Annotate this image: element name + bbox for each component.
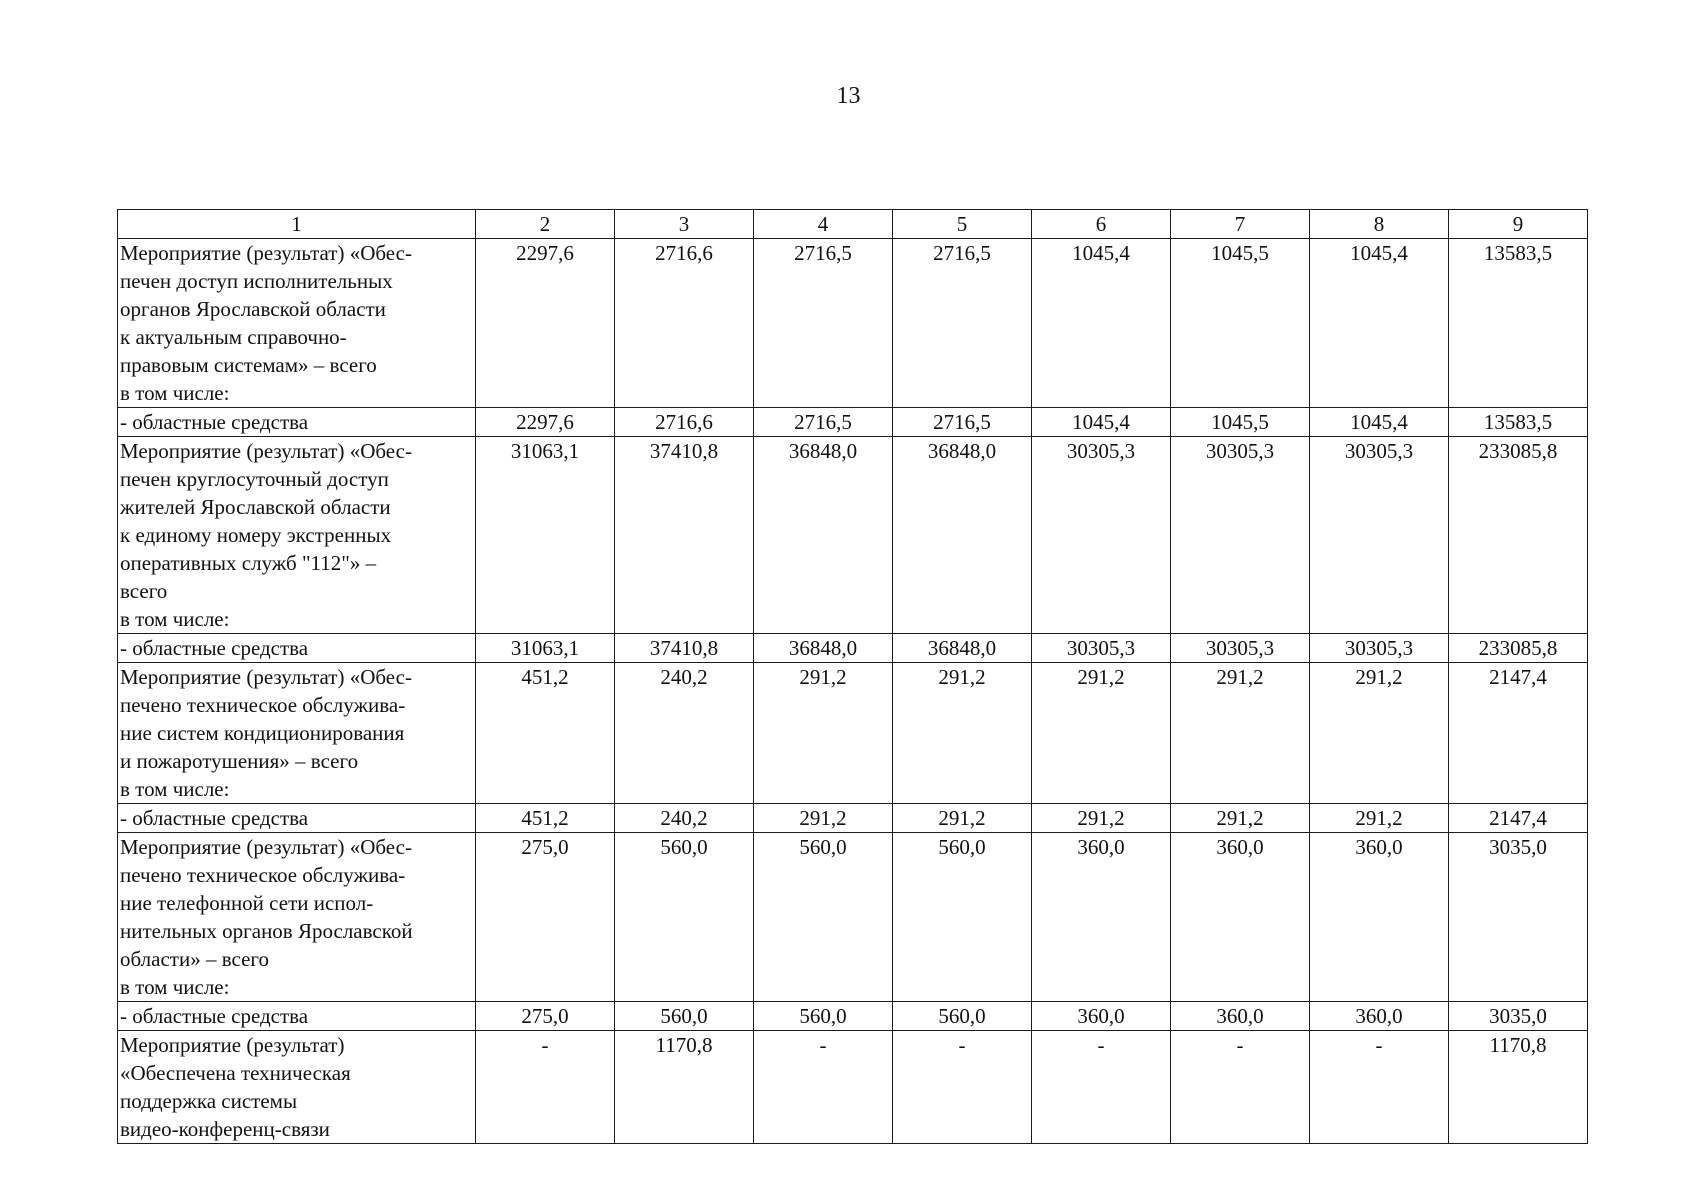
value-cell-col-3: 37410,8 <box>615 634 754 663</box>
value-cell-col-5: 291,2 <box>893 804 1032 833</box>
column-number-8: 8 <box>1310 210 1449 239</box>
column-number-5: 5 <box>893 210 1032 239</box>
value-cell-col-7: - <box>1171 1031 1310 1144</box>
label-line: видео-конференц-связи <box>120 1117 330 1141</box>
funding-source-row <box>118 634 1588 663</box>
label-line: правовым системам» – всего <box>120 353 377 377</box>
funding-source-label <box>118 804 476 833</box>
value-cell-col-9: 2147,4 <box>1449 663 1588 804</box>
value-cell-col-6: 30305,3 <box>1032 437 1171 634</box>
value-cell-col-3: 240,2 <box>615 804 754 833</box>
label-line: печен круглосуточный доступ <box>120 467 389 491</box>
activity-label <box>118 437 476 634</box>
value-cell-col-9: 2147,4 <box>1449 804 1588 833</box>
value-cell-col-2: 31063,1 <box>476 634 615 663</box>
funding-source-row <box>118 1002 1588 1031</box>
value-cell-col-3: 1170,8 <box>615 1031 754 1144</box>
label-line: печено техническое обслужива- <box>120 693 406 717</box>
value-cell-col-9: 3035,0 <box>1449 833 1588 1002</box>
funding-source-row <box>118 408 1588 437</box>
column-number-3: 3 <box>615 210 754 239</box>
value-cell-col-3: 2716,6 <box>615 239 754 408</box>
value-cell-col-7: 1045,5 <box>1171 239 1310 408</box>
value-cell-col-2: 2297,6 <box>476 239 615 408</box>
value-cell-col-8: 291,2 <box>1310 804 1449 833</box>
value-cell-col-2: 2297,6 <box>476 408 615 437</box>
column-number-2: 2 <box>476 210 615 239</box>
label-line: - областные средства <box>120 410 309 434</box>
value-cell-col-9: 233085,8 <box>1449 634 1588 663</box>
value-cell-col-8: 30305,3 <box>1310 437 1449 634</box>
value-cell-col-7: 360,0 <box>1171 833 1310 1002</box>
value-cell-col-4: - <box>754 1031 893 1144</box>
value-cell-col-2: 451,2 <box>476 804 615 833</box>
table-body <box>118 210 1588 1144</box>
value-cell-col-7: 291,2 <box>1171 804 1310 833</box>
value-cell-col-6: - <box>1032 1031 1171 1144</box>
budget-table <box>117 209 1588 1144</box>
label-line: печен доступ исполнительных <box>120 269 393 293</box>
label-line: - областные средства <box>120 1004 309 1028</box>
value-cell-col-7: 291,2 <box>1171 663 1310 804</box>
label-line: в том числе: <box>120 381 230 405</box>
label-line: «Обеспечена техническая <box>120 1061 351 1085</box>
activity-label <box>118 1031 476 1144</box>
label-line: оперативных служб "112"» – <box>120 551 377 575</box>
value-cell-col-6: 291,2 <box>1032 804 1171 833</box>
label-line: в том числе: <box>120 777 230 801</box>
label-line: Мероприятие (результат) «Обес- <box>120 241 412 265</box>
value-cell-col-6: 1045,4 <box>1032 408 1171 437</box>
value-cell-col-8: 30305,3 <box>1310 634 1449 663</box>
value-cell-col-4: 2716,5 <box>754 239 893 408</box>
value-cell-col-9: 233085,8 <box>1449 437 1588 634</box>
value-cell-col-7: 30305,3 <box>1171 437 1310 634</box>
activity-row <box>118 239 1588 408</box>
value-cell-col-7: 1045,5 <box>1171 408 1310 437</box>
value-cell-col-3: 560,0 <box>615 833 754 1002</box>
label-line: всего <box>120 579 168 603</box>
label-line: области» – всего <box>120 947 269 971</box>
label-line: поддержка системы <box>120 1089 298 1113</box>
value-cell-col-5: - <box>893 1031 1032 1144</box>
value-cell-col-8: 291,2 <box>1310 663 1449 804</box>
page-number: 13 <box>836 83 861 109</box>
value-cell-col-3: 560,0 <box>615 1002 754 1031</box>
value-cell-col-8: 1045,4 <box>1310 239 1449 408</box>
label-line: ние телефонной сети испол- <box>120 891 374 915</box>
value-cell-col-2: - <box>476 1031 615 1144</box>
label-line: - областные средства <box>120 636 309 660</box>
activity-row <box>118 663 1588 804</box>
column-number-4: 4 <box>754 210 893 239</box>
value-cell-col-3: 37410,8 <box>615 437 754 634</box>
value-cell-col-4: 2716,5 <box>754 408 893 437</box>
funding-source-row <box>118 804 1588 833</box>
label-line: ние систем кондиционирования <box>120 721 405 745</box>
value-cell-col-5: 291,2 <box>893 663 1032 804</box>
activity-label <box>118 833 476 1002</box>
value-cell-col-9: 1170,8 <box>1449 1031 1588 1144</box>
label-line: - областные средства <box>120 806 309 830</box>
value-cell-col-8: 360,0 <box>1310 833 1449 1002</box>
label-line: печено техническое обслужива- <box>120 863 406 887</box>
funding-source-label <box>118 1002 476 1031</box>
column-number-9: 9 <box>1449 210 1588 239</box>
value-cell-col-6: 360,0 <box>1032 833 1171 1002</box>
value-cell-col-6: 360,0 <box>1032 1002 1171 1031</box>
value-cell-col-4: 36848,0 <box>754 437 893 634</box>
value-cell-col-8: 360,0 <box>1310 1002 1449 1031</box>
value-cell-col-4: 36848,0 <box>754 634 893 663</box>
value-cell-col-4: 560,0 <box>754 833 893 1002</box>
column-number-row <box>118 210 1588 239</box>
funding-source-label <box>118 408 476 437</box>
value-cell-col-2: 31063,1 <box>476 437 615 634</box>
value-cell-col-4: 560,0 <box>754 1002 893 1031</box>
label-line: к актуальным справочно- <box>120 325 347 349</box>
value-cell-col-2: 275,0 <box>476 833 615 1002</box>
label-line: Мероприятие (результат) «Обес- <box>120 665 412 689</box>
value-cell-col-5: 2716,5 <box>893 239 1032 408</box>
value-cell-col-2: 451,2 <box>476 663 615 804</box>
value-cell-col-8: - <box>1310 1031 1449 1144</box>
activity-label <box>118 239 476 408</box>
value-cell-col-5: 560,0 <box>893 833 1032 1002</box>
value-cell-col-9: 3035,0 <box>1449 1002 1588 1031</box>
value-cell-col-5: 560,0 <box>893 1002 1032 1031</box>
value-cell-col-7: 30305,3 <box>1171 634 1310 663</box>
value-cell-col-6: 30305,3 <box>1032 634 1171 663</box>
value-cell-col-5: 36848,0 <box>893 634 1032 663</box>
value-cell-col-6: 291,2 <box>1032 663 1171 804</box>
activity-row <box>118 833 1588 1002</box>
value-cell-col-8: 1045,4 <box>1310 408 1449 437</box>
value-cell-col-5: 36848,0 <box>893 437 1032 634</box>
activity-row <box>118 437 1588 634</box>
value-cell-col-3: 2716,6 <box>615 408 754 437</box>
label-line: к единому номеру экстренных <box>120 523 392 547</box>
value-cell-col-5: 2716,5 <box>893 408 1032 437</box>
value-cell-col-6: 1045,4 <box>1032 239 1171 408</box>
activity-label <box>118 663 476 804</box>
value-cell-col-2: 275,0 <box>476 1002 615 1031</box>
value-cell-col-9: 13583,5 <box>1449 408 1588 437</box>
label-line: жителей Ярославской области <box>120 495 391 519</box>
value-cell-col-3: 240,2 <box>615 663 754 804</box>
label-line: в том числе: <box>120 607 230 631</box>
column-number-1: 1 <box>118 210 476 239</box>
label-line: Мероприятие (результат) <box>120 1033 345 1057</box>
value-cell-col-9: 13583,5 <box>1449 239 1588 408</box>
label-line: и пожаротушения» – всего <box>120 749 359 773</box>
activity-row <box>118 1031 1588 1144</box>
label-line: Мероприятие (результат) «Обес- <box>120 439 412 463</box>
label-line: органов Ярославской области <box>120 297 386 321</box>
label-line: в том числе: <box>120 975 230 999</box>
column-number-7: 7 <box>1171 210 1310 239</box>
column-number-6: 6 <box>1032 210 1171 239</box>
label-line: нительных органов Ярославской <box>120 919 413 943</box>
value-cell-col-4: 291,2 <box>754 804 893 833</box>
value-cell-col-7: 360,0 <box>1171 1002 1310 1031</box>
value-cell-col-4: 291,2 <box>754 663 893 804</box>
funding-source-label <box>118 634 476 663</box>
label-line: Мероприятие (результат) «Обес- <box>120 835 412 859</box>
